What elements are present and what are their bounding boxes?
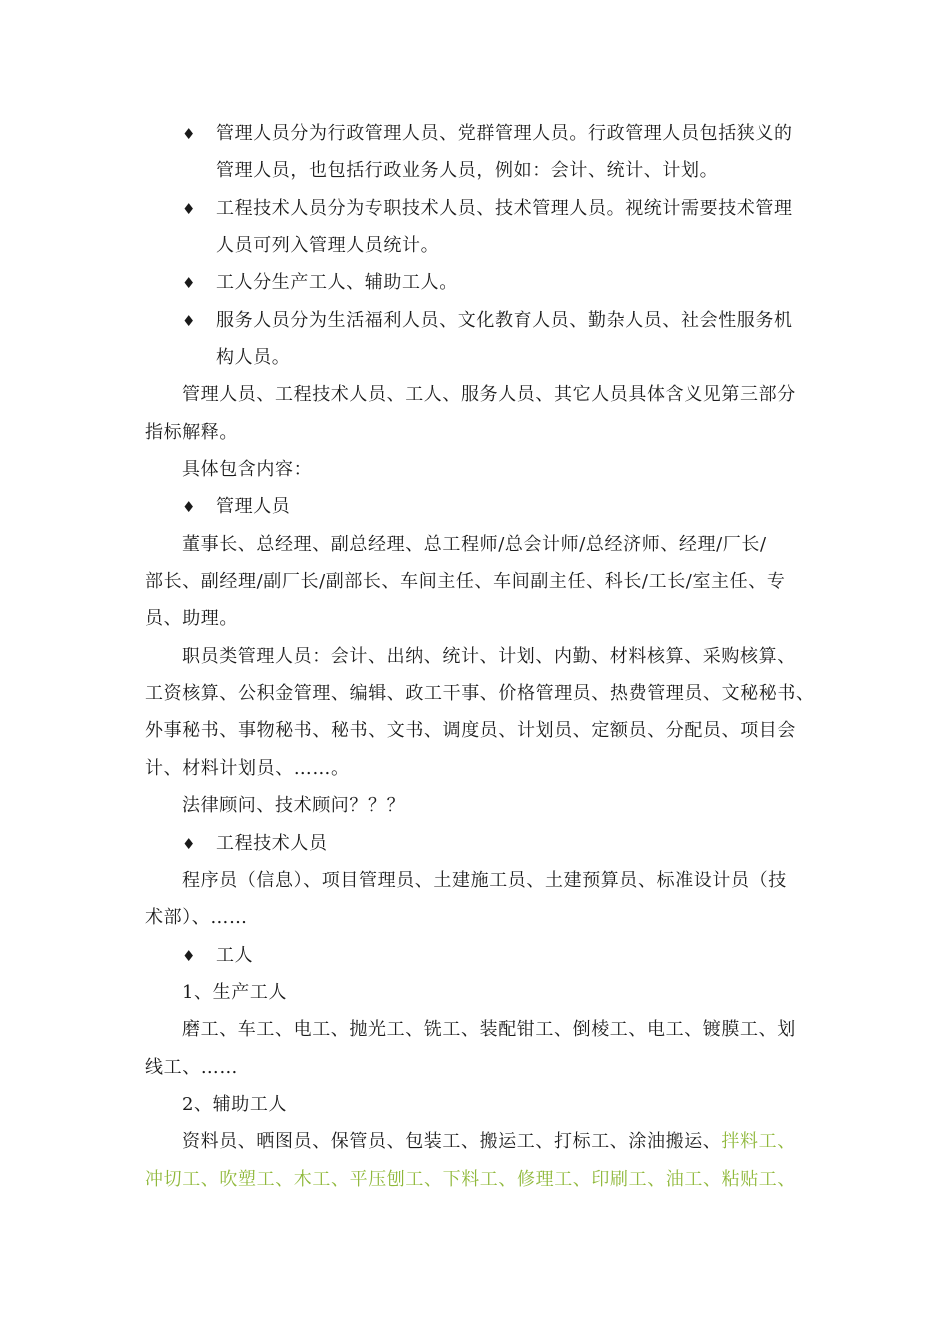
section-title-workers: 工人 bbox=[216, 945, 254, 966]
bullet-2-line-1: 工程技术人员分为专职技术人员、技术管理人员。视统计需要技术管理 bbox=[216, 198, 793, 219]
bullet-2-line-2: 人员可列入管理人员统计。 bbox=[216, 235, 440, 256]
explain-line-1: 管理人员、工程技术人员、工人、服务人员、其它人员具体含义见第三部分 bbox=[182, 384, 796, 405]
mgmt-p2-line-4: 计、材料计划员、……。 bbox=[145, 758, 350, 779]
bullet-diamond-icon: ♦ bbox=[182, 125, 196, 143]
mgmt-p3: 法律顾问、技术顾问？？？ bbox=[182, 795, 406, 816]
workers-sub2-line-1-text: 资料员、晒图员、保管员、包装工、搬运工、打标工、涂油搬运、 bbox=[182, 1131, 722, 1152]
content-heading: 具体包含内容： bbox=[182, 459, 313, 480]
mgmt-p2-line-3: 外事秘书、事物秘书、秘书、文书、调度员、计划员、定额员、分配员、项目会 bbox=[145, 720, 796, 741]
mgmt-p2-line-1: 职员类管理人员：会计、出纳、统计、计划、内勤、材料核算、采购核算、 bbox=[182, 646, 796, 667]
workers-sub1-title: 1、生产工人 bbox=[182, 982, 288, 1003]
bullet-diamond-icon: ♦ bbox=[182, 274, 196, 292]
explain-line-2: 指标解释。 bbox=[145, 422, 238, 443]
tech-p1-line-2: 术部）、…… bbox=[145, 907, 248, 928]
bullet-4-line-2: 构人员。 bbox=[216, 347, 291, 368]
bullet-1-line-2: 管理人员，也包括行政业务人员，例如：会计、统计、计划。 bbox=[216, 160, 719, 181]
bullet-3-line-1: 工人分生产工人、辅助工人。 bbox=[216, 272, 458, 293]
tech-p1-line-1: 程序员（信息）、项目管理员、土建施工员、土建预算员、标准设计员（技 bbox=[182, 870, 787, 891]
bullet-diamond-icon: ♦ bbox=[182, 200, 196, 218]
workers-sub2-line-1-highlight: 拌料工、 bbox=[721, 1131, 796, 1152]
workers-sub1-line-2: 线工、…… bbox=[145, 1057, 238, 1078]
bullet-diamond-icon: ♦ bbox=[182, 498, 196, 516]
bullet-4-line-1: 服务人员分为生活福利人员、文化教育人员、勤杂人员、社会性服务机 bbox=[216, 310, 793, 331]
mgmt-p2-line-2: 工资核算、公积金管理、编辑、政工干事、价格管理员、热费管理员、文秘秘书、 bbox=[145, 683, 815, 704]
section-title-management: 管理人员 bbox=[216, 496, 291, 517]
workers-sub2-line-2-highlight: 冲切工、吹塑工、木工、平压刨工、下料工、修理工、印刷工、油工、粘贴工、 bbox=[145, 1169, 796, 1190]
mgmt-p1-line-3: 员、助理。 bbox=[145, 608, 238, 629]
bullet-diamond-icon: ♦ bbox=[182, 835, 196, 853]
bullet-diamond-icon: ♦ bbox=[182, 312, 196, 330]
bullet-1-line-1: 管理人员分为行政管理人员、党群管理人员。行政管理人员包括狭义的 bbox=[216, 123, 793, 144]
workers-sub2-line-1 bbox=[182, 1130, 796, 1154]
workers-sub1-line-1: 磨工、车工、电工、抛光工、铣工、装配钳工、倒棱工、电工、镀膜工、划 bbox=[182, 1019, 796, 1040]
workers-sub2-title: 2、辅助工人 bbox=[182, 1094, 288, 1115]
section-title-tech: 工程技术人员 bbox=[216, 833, 328, 854]
mgmt-p1-line-2: 部长、副经理/副厂长/副部长、车间主任、车间副主任、科长/工长/室主任、专 bbox=[145, 571, 786, 592]
mgmt-p1-line-1: 董事长、总经理、副总经理、总工程师/总会计师/总经济师、经理/厂长/ bbox=[182, 534, 767, 555]
bullet-diamond-icon: ♦ bbox=[182, 947, 196, 965]
